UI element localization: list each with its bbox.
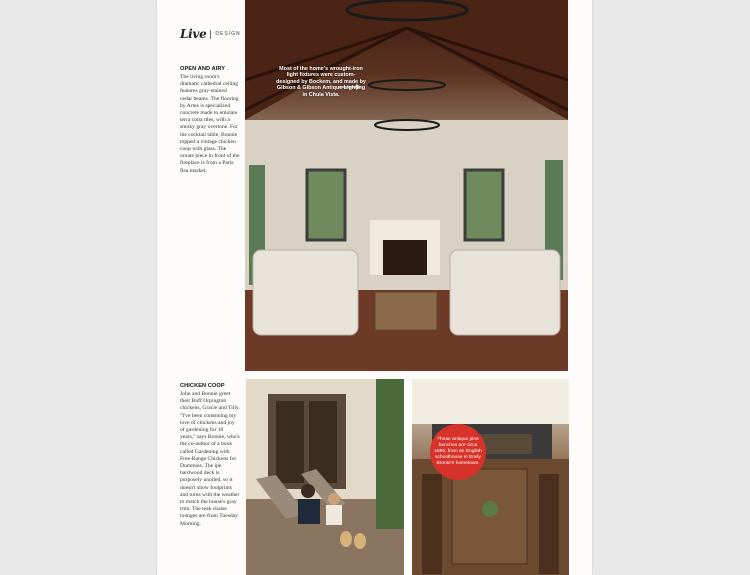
- sidebar-body: John and Bonnie greet their Buff Orpington chickens, Gracie and Tilly. "I've been combining my love of chickens and joy of gardening for 10 years," says Bonnie, who's the co-author of a book called Gardening with Free-Range Chickens for Dummies. The ipe hardwood deck is purposely unoiled, so it doesn't show footprints and turns with the weather to match the house's gray trim. The teak chaise lounges are from Tuesday Morning.: [180, 391, 240, 527]
- masthead: Live: [180, 27, 207, 41]
- kitchen-illustration: [412, 379, 569, 575]
- header-divider: [210, 30, 211, 39]
- sidebar-heading: CHICKEN COOP: [180, 383, 225, 389]
- magazine-page: [157, 0, 592, 575]
- sidebar-body: The living room's dramatic cathedral ceiling features gray-stained cedar beams. The flooring by Artes is specialized concrete made to emulate terra cotta tiles, with a smoky gray overtone. For the cocktail table, Bonnie topped a vintage chicken coop with glass. The ornate piece in front of the fireplace is from a Paris flea market.: [180, 74, 240, 174]
- sidebar-open-and-airy: [180, 66, 240, 175]
- deck-illustration: [246, 379, 404, 575]
- photo-caption: Most of the home's wrought-iron light fixtures were custom-designed by Bockem, and made by Gibson & Gibson Antique Lighting in Chula Vista.: [276, 66, 366, 98]
- page-header: [180, 27, 241, 41]
- sidebar-heading: OPEN AND AIRY: [180, 66, 226, 72]
- living-room-illustration: [245, 0, 568, 371]
- sidebar-chicken-coop: [180, 383, 240, 528]
- living-room-photo: [245, 0, 568, 371]
- deck-photo: [246, 379, 404, 575]
- section-label: DESIGN: [215, 31, 241, 37]
- callout-badge: These antique pine benches are circa 1850, from an English schoolhouse in Emily Bronte's hometown.: [430, 424, 486, 480]
- kitchen-photo: [412, 379, 569, 575]
